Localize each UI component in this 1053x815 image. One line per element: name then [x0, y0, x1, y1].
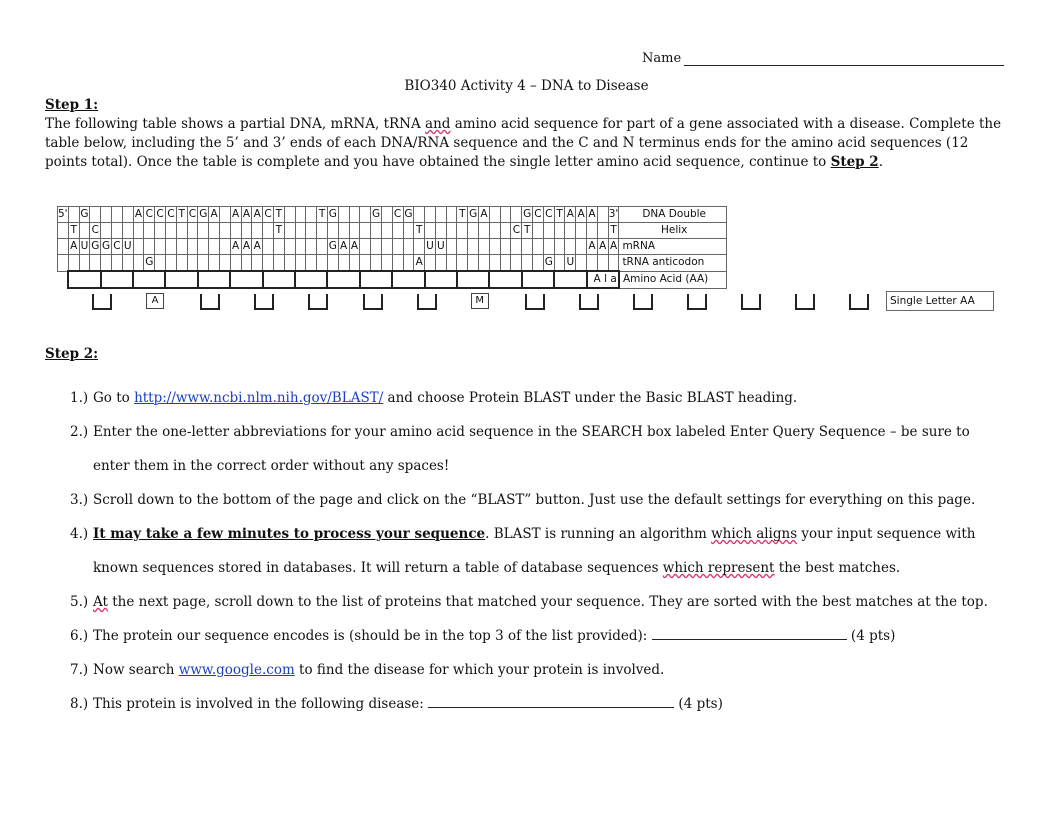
dna-bottom-cell[interactable]: T [522, 223, 533, 239]
mrna-cell[interactable] [479, 239, 490, 255]
trna-cell[interactable] [90, 255, 101, 272]
dna-top-cell[interactable] [360, 207, 371, 223]
single-letter-aa-box[interactable] [417, 294, 437, 310]
instruction-1: 1.) Go to http://www.ncbi.nlm.nih.gov/BLAST/ and choose Protein BLAST under the Basic BLAST heading. [70, 390, 798, 406]
dna-bottom-cell[interactable] [543, 223, 554, 239]
mrna-cell[interactable] [554, 239, 565, 255]
trna-cell[interactable] [446, 255, 457, 272]
single-letter-aa-box[interactable] [795, 294, 815, 310]
dna-top-cell[interactable]: T [176, 207, 187, 223]
instruction-5: 5.) At the next page, scroll down to the list of proteins that matched your sequence. They are sorted with the best matches at the top. [70, 594, 988, 610]
dna-bottom-cell[interactable] [79, 223, 90, 239]
dna-bottom-cell[interactable] [554, 223, 565, 239]
dna-top-cell[interactable]: A [252, 207, 263, 223]
trna-cell[interactable] [349, 255, 360, 272]
dna-bottom-cell[interactable] [371, 223, 382, 239]
dna-bottom-cell[interactable] [565, 223, 576, 239]
dna-bottom-cell[interactable] [198, 223, 209, 239]
dna-bottom-cell[interactable] [263, 223, 274, 239]
dna-bottom-cell[interactable] [252, 223, 263, 239]
dna-bottom-cell[interactable] [176, 223, 187, 239]
mrna-cell[interactable] [381, 239, 392, 255]
mrna-cell[interactable]: U [425, 239, 436, 255]
single-letter-aa-box[interactable] [849, 294, 869, 310]
mrna-cell[interactable] [263, 239, 274, 255]
single-letter-aa-box[interactable] [687, 294, 707, 310]
dna-top-cell[interactable]: T [317, 207, 328, 223]
five-prime-marker: 5' [58, 207, 69, 223]
mrna-cell[interactable] [198, 239, 209, 255]
dna-bottom-cell[interactable] [468, 223, 479, 239]
dna-bottom-cell[interactable] [58, 223, 69, 239]
dna-top-cell[interactable]: A [209, 207, 220, 223]
trna-cell[interactable] [209, 255, 220, 272]
mrna-cell[interactable]: G [90, 239, 101, 255]
trna-cell[interactable] [608, 255, 619, 272]
step2-heading: Step 2: [45, 346, 99, 362]
dna-top-cell[interactable]: G [468, 207, 479, 223]
dna-bottom-cell[interactable] [187, 223, 198, 239]
trna-cell[interactable] [403, 255, 414, 272]
dna-top-cell[interactable]: G [327, 207, 338, 223]
amino-acid-cell[interactable] [457, 271, 489, 288]
dna-top-cell[interactable]: G [522, 207, 533, 223]
amino-acid-label: Amino Acid (AA) [619, 271, 727, 288]
dna-bottom-cell[interactable] [122, 223, 133, 239]
dna-bottom-cell[interactable] [101, 223, 112, 239]
mrna-cell[interactable]: A [587, 239, 598, 255]
page-title: BIO340 Activity 4 – DNA to Disease [404, 78, 649, 94]
dna-top-cell[interactable] [500, 207, 511, 223]
mrna-cell[interactable]: A [608, 239, 619, 255]
dna-bottom-cell[interactable] [446, 223, 457, 239]
single-letter-aa-box[interactable] [254, 294, 274, 310]
trna-cell[interactable] [500, 255, 511, 272]
dna-bottom-cell[interactable] [317, 223, 328, 239]
dna-top-cell[interactable]: T [273, 207, 284, 223]
step1-heading: Step 1: [45, 97, 99, 113]
single-letter-aa-box[interactable] [741, 294, 761, 310]
dna-top-cell[interactable] [111, 207, 122, 223]
dna-bottom-cell[interactable] [165, 223, 176, 239]
mrna-cell[interactable] [500, 239, 511, 255]
name-blank-line[interactable] [684, 65, 1004, 66]
mrna-cell[interactable]: A [241, 239, 252, 255]
dna-top-cell[interactable]: C [533, 207, 544, 223]
single-letter-aa-box[interactable] [308, 294, 328, 310]
dna-top-cell[interactable] [435, 207, 446, 223]
dna-bottom-cell[interactable] [155, 223, 166, 239]
trna-cell[interactable]: G [543, 255, 554, 272]
trna-cell[interactable] [176, 255, 187, 272]
dna-bottom-cell[interactable]: T [414, 223, 425, 239]
trna-label: tRNA anticodon [619, 255, 727, 272]
ncbi-blast-link[interactable]: http://www.ncbi.nlm.nih.gov/BLAST/ [134, 390, 384, 406]
amino-acid-cell[interactable] [554, 271, 586, 288]
mrna-cell[interactable] [165, 239, 176, 255]
trna-cell[interactable] [338, 255, 349, 272]
dna-top-cell[interactable]: G [371, 207, 382, 223]
amino-acid-cell[interactable] [327, 271, 359, 288]
dna-top-cell[interactable]: C [155, 207, 166, 223]
dna-bottom-cell[interactable]: T [68, 223, 79, 239]
dna-bottom-cell[interactable] [295, 223, 306, 239]
dna-top-cell[interactable]: C [543, 207, 554, 223]
trna-cell[interactable] [522, 255, 533, 272]
mrna-cell[interactable] [403, 239, 414, 255]
trna-cell[interactable] [327, 255, 338, 272]
dna-top-cell[interactable]: A [576, 207, 587, 223]
dna-bottom-cell[interactable] [392, 223, 403, 239]
dna-bottom-cell[interactable] [133, 223, 144, 239]
trna-cell[interactable]: G [144, 255, 155, 272]
aa-spacer [58, 271, 69, 288]
dna-top-cell[interactable] [597, 207, 608, 223]
amino-acid-cell[interactable]: A l a [587, 271, 619, 288]
mrna-cell[interactable] [295, 239, 306, 255]
single-letter-aa-box[interactable] [92, 294, 112, 310]
dna-top-cell[interactable]: G [79, 207, 90, 223]
dna-bottom-cell[interactable] [489, 223, 500, 239]
step2-instructions [70, 381, 1030, 721]
amino-acid-cell[interactable] [360, 271, 392, 288]
mrna-cell[interactable] [317, 239, 328, 255]
mrna-cell[interactable] [371, 239, 382, 255]
dna-bottom-cell[interactable] [284, 223, 295, 239]
mrna-cell[interactable]: U [435, 239, 446, 255]
mrna-cell[interactable]: U [79, 239, 90, 255]
dna-top-cell[interactable]: G [198, 207, 209, 223]
dna-top-cell[interactable]: T [554, 207, 565, 223]
mrna-cell[interactable]: A [349, 239, 360, 255]
trna-cell[interactable] [468, 255, 479, 272]
mrna-cell[interactable] [522, 239, 533, 255]
amino-acid-cell[interactable] [101, 271, 133, 288]
name-label: Name [642, 51, 682, 66]
single-letter-aa-label: Single Letter AA [886, 291, 994, 311]
trna-cell[interactable] [187, 255, 198, 272]
mrna-cell[interactable]: A [597, 239, 608, 255]
mrna-cell[interactable]: G [327, 239, 338, 255]
dna-bottom-cell[interactable] [597, 223, 608, 239]
mrna-label: mRNA [619, 239, 727, 255]
dna-top-cell[interactable] [284, 207, 295, 223]
trna-cell[interactable] [597, 255, 608, 272]
mrna-cell[interactable] [176, 239, 187, 255]
dna-bottom-cell[interactable] [587, 223, 598, 239]
dna-bottom-cell[interactable] [209, 223, 220, 239]
trna-cell[interactable] [360, 255, 371, 272]
mrna-cell[interactable]: G [101, 239, 112, 255]
instruction-3: 3.) Scroll down to the bottom of the page and click on the “BLAST” button. Just use the default settings for everything on this page. [70, 492, 976, 508]
dna-bottom-cell[interactable] [435, 223, 446, 239]
amino-acid-cell[interactable] [425, 271, 457, 288]
mrna-cell[interactable] [392, 239, 403, 255]
protein-answer-blank[interactable] [652, 626, 847, 640]
dna-bottom-cell[interactable] [457, 223, 468, 239]
helix-label: Helix [619, 223, 727, 239]
mrna-cell[interactable]: A [68, 239, 79, 255]
trna-cell[interactable]: A [414, 255, 425, 272]
sequence-table [57, 206, 727, 289]
dna-top-cell[interactable]: C [144, 207, 155, 223]
mrna-cell[interactable]: U [122, 239, 133, 255]
google-link[interactable]: www.google.com [178, 662, 295, 678]
dna-bottom-cell[interactable]: C [511, 223, 522, 239]
dna-bottom-cell[interactable] [338, 223, 349, 239]
dna-top-cell[interactable]: A [241, 207, 252, 223]
trna-cell[interactable] [511, 255, 522, 272]
dna-top-cell[interactable] [489, 207, 500, 223]
trna-cell[interactable] [219, 255, 230, 272]
dna-top-cell[interactable]: A [587, 207, 598, 223]
dna-top-cell[interactable] [306, 207, 317, 223]
dna-top-cell[interactable] [349, 207, 360, 223]
amino-acid-cell[interactable] [295, 271, 327, 288]
mrna-cell[interactable] [468, 239, 479, 255]
trna-cell[interactable] [165, 255, 176, 272]
dna-top-cell[interactable]: C [392, 207, 403, 223]
mrna-cell[interactable] [155, 239, 166, 255]
amino-acid-cell[interactable] [165, 271, 197, 288]
amino-acid-cell[interactable] [263, 271, 295, 288]
dna-bottom-cell[interactable] [219, 223, 230, 239]
instruction-7: 7.) Now search www.google.com to find the disease for which your protein is involved. [70, 662, 665, 678]
dna-bottom-cell[interactable] [425, 223, 436, 239]
dna-top-cell[interactable] [295, 207, 306, 223]
dna-top-cell[interactable]: T [457, 207, 468, 223]
dna-top-cell[interactable]: A [230, 207, 241, 223]
dna-top-cell[interactable] [101, 207, 112, 223]
mrna-cell[interactable] [489, 239, 500, 255]
dna-top-cell[interactable] [90, 207, 101, 223]
dna-top-cell[interactable]: C [187, 207, 198, 223]
single-letter-aa-box[interactable]: A [146, 293, 164, 309]
dna-bottom-cell[interactable] [360, 223, 371, 239]
trna-cell[interactable] [198, 255, 209, 272]
mrna-cell[interactable] [306, 239, 317, 255]
trna-cell[interactable] [252, 255, 263, 272]
dna-top-cell[interactable] [381, 207, 392, 223]
dna-bottom-cell[interactable] [533, 223, 544, 239]
mrna-cell[interactable] [457, 239, 468, 255]
dna-top-cell[interactable]: G [403, 207, 414, 223]
mrna-cell[interactable]: A [230, 239, 241, 255]
amino-acid-cell[interactable] [198, 271, 230, 288]
dna-bottom-cell[interactable] [381, 223, 392, 239]
amino-acid-cell[interactable] [489, 271, 521, 288]
mrna-cell[interactable] [58, 239, 69, 255]
dna-bottom-cell[interactable] [144, 223, 155, 239]
dna-top-cell[interactable] [446, 207, 457, 223]
mrna-cell[interactable] [144, 239, 155, 255]
trna-cell[interactable] [576, 255, 587, 272]
dna-top-cell[interactable]: A [133, 207, 144, 223]
single-letter-aa-box[interactable] [579, 294, 599, 310]
dna-top-cell[interactable] [219, 207, 230, 223]
trna-cell[interactable] [263, 255, 274, 272]
dna-bottom-cell[interactable] [111, 223, 122, 239]
trna-cell[interactable] [587, 255, 598, 272]
mrna-cell[interactable] [284, 239, 295, 255]
dna-top-cell[interactable] [122, 207, 133, 223]
trna-cell[interactable] [58, 255, 69, 272]
dna-top-cell[interactable] [425, 207, 436, 223]
trna-cell[interactable] [554, 255, 565, 272]
trna-cell[interactable] [306, 255, 317, 272]
dna-double-label: DNA Double [619, 207, 727, 223]
trna-cell[interactable] [273, 255, 284, 272]
trna-cell[interactable] [68, 255, 79, 272]
dna-bottom-cell[interactable] [500, 223, 511, 239]
trna-cell[interactable] [425, 255, 436, 272]
dna-top-cell[interactable]: A [479, 207, 490, 223]
dna-bottom-cell[interactable]: T [273, 223, 284, 239]
single-letter-aa-box[interactable] [363, 294, 383, 310]
mrna-cell[interactable] [219, 239, 230, 255]
trna-cell[interactable] [457, 255, 468, 272]
trna-cell[interactable] [533, 255, 544, 272]
mrna-cell[interactable]: A [338, 239, 349, 255]
trna-cell[interactable] [241, 255, 252, 272]
instruction-2-cont: enter them in the correct order without any spaces! [93, 458, 450, 474]
mrna-cell[interactable] [414, 239, 425, 255]
amino-acid-cell[interactable] [230, 271, 262, 288]
trna-cell[interactable] [230, 255, 241, 272]
trna-cell[interactable] [79, 255, 90, 272]
mrna-cell[interactable] [209, 239, 220, 255]
trna-cell[interactable] [435, 255, 446, 272]
single-letter-aa-box[interactable] [525, 294, 545, 310]
mrna-cell[interactable]: A [252, 239, 263, 255]
trna-cell[interactable] [133, 255, 144, 272]
dna-top-cell[interactable] [338, 207, 349, 223]
mrna-cell[interactable] [273, 239, 284, 255]
dna-bottom-cell[interactable] [349, 223, 360, 239]
mrna-cell[interactable] [511, 239, 522, 255]
trna-cell[interactable] [489, 255, 500, 272]
dna-top-cell[interactable]: C [165, 207, 176, 223]
amino-acid-cell[interactable] [522, 271, 554, 288]
single-letter-aa-box[interactable] [200, 294, 220, 310]
trna-cell[interactable]: U [565, 255, 576, 272]
amino-acid-cell[interactable] [68, 271, 100, 288]
dna-bottom-cell[interactable] [241, 223, 252, 239]
amino-acid-cell[interactable] [392, 271, 424, 288]
instruction-4: 4.) It may take a few minutes to process your sequence. BLAST is running an algorithm which aligns your input sequence with [70, 526, 976, 542]
mrna-cell[interactable]: C [111, 239, 122, 255]
mrna-cell[interactable] [565, 239, 576, 255]
mrna-cell[interactable] [533, 239, 544, 255]
dna-bottom-cell[interactable] [479, 223, 490, 239]
dna-bottom-cell[interactable]: T [608, 223, 619, 239]
trna-cell[interactable] [381, 255, 392, 272]
mrna-cell[interactable] [543, 239, 554, 255]
dna-top-cell[interactable] [68, 207, 79, 223]
mrna-cell[interactable] [360, 239, 371, 255]
single-letter-aa-box[interactable] [633, 294, 653, 310]
instruction-4-cont: known sequences stored in databases. It will return a table of database sequences which represent the best matches. [93, 560, 901, 576]
instruction-2: 2.) Enter the one-letter abbreviations for your amino acid sequence in the SEARCH box labeled Enter Query Sequence – be sure to [70, 424, 970, 440]
dna-top-cell[interactable] [414, 207, 425, 223]
dna-bottom-cell[interactable] [327, 223, 338, 239]
instruction-8: 8.) This protein is involved in the following disease: (4 pts) [70, 696, 723, 712]
dna-bottom-cell[interactable] [306, 223, 317, 239]
mrna-cell[interactable] [446, 239, 457, 255]
dna-bottom-cell[interactable] [230, 223, 241, 239]
trna-cell[interactable] [122, 255, 133, 272]
instruction-6: 6.) The protein our sequence encodes is (should be in the top 3 of the list provided): (4 pts) [70, 628, 896, 644]
three-prime-marker: 3' [608, 207, 619, 223]
single-letter-aa-box[interactable]: M [471, 293, 489, 309]
trna-cell[interactable] [101, 255, 112, 272]
step1-paragraph: The following table shows a partial DNA, mRNA, tRNA and amino acid sequence for part of a gene associated with a disease. Complete the table below, including the 5’ and 3’ ends of each DNA/RNA sequence and the C and N terminus ends for the amino acid sequences (12 points total). Once the table is complete and you have obtained the single letter amino acid sequence, continue to Step 2. [45, 116, 1002, 170]
trna-cell[interactable] [284, 255, 295, 272]
mrna-cell[interactable] [576, 239, 587, 255]
trna-cell[interactable] [317, 255, 328, 272]
dna-bottom-cell[interactable] [576, 223, 587, 239]
dna-bottom-cell[interactable] [403, 223, 414, 239]
dna-bottom-cell[interactable]: C [90, 223, 101, 239]
trna-cell[interactable] [155, 255, 166, 272]
dna-top-cell[interactable]: A [565, 207, 576, 223]
trna-cell[interactable] [392, 255, 403, 272]
trna-cell[interactable] [111, 255, 122, 272]
trna-cell[interactable] [295, 255, 306, 272]
dna-top-cell[interactable] [511, 207, 522, 223]
mrna-cell[interactable] [133, 239, 144, 255]
trna-cell[interactable] [371, 255, 382, 272]
amino-acid-cell[interactable] [133, 271, 165, 288]
mrna-cell[interactable] [187, 239, 198, 255]
trna-cell[interactable] [479, 255, 490, 272]
disease-answer-blank[interactable] [428, 694, 674, 708]
dna-top-cell[interactable]: C [263, 207, 274, 223]
